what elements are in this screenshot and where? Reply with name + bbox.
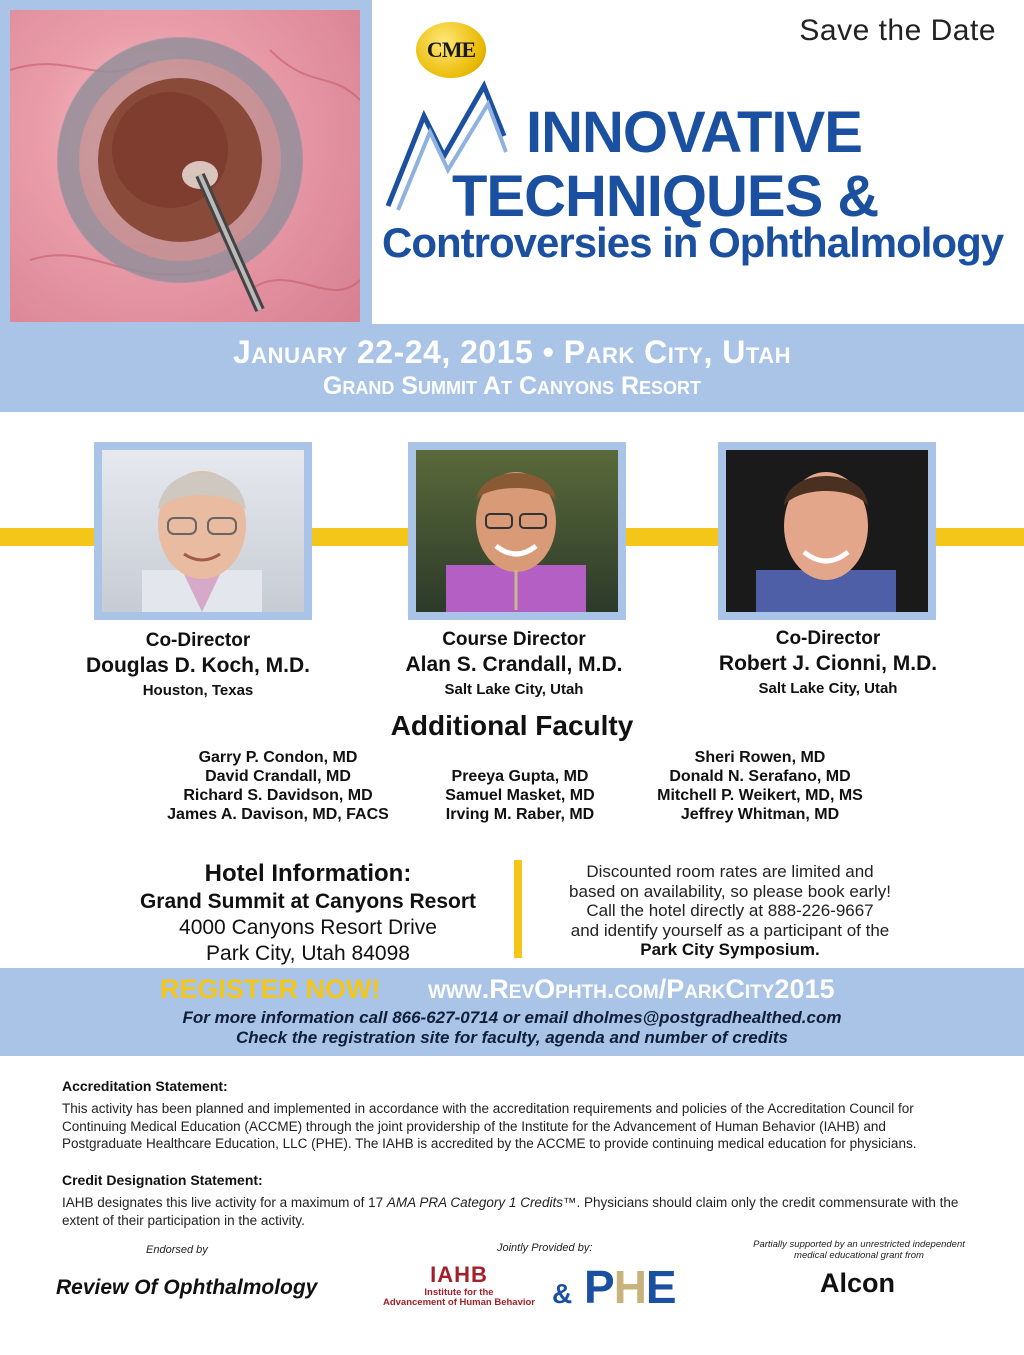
grant-line: medical educational grant from — [794, 1250, 924, 1261]
grant-line: Partially supported by an unrestricted independent — [753, 1239, 965, 1250]
endorsed-by-label: Endorsed by — [146, 1244, 208, 1256]
grant-note — [724, 1239, 994, 1261]
faculty-name: David Crandall, MD — [205, 768, 351, 785]
registration-link[interactable]: www.RevOphth.com/ParkCity2015 — [428, 974, 835, 1004]
director-photo-frame — [408, 442, 626, 620]
hotel-city: Park City, Utah 84098 — [206, 942, 410, 965]
faculty-name: Irving M. Raber, MD — [445, 806, 595, 823]
discount-line: Call the hotel directly at 888-226-9667 — [586, 901, 874, 920]
faculty-name: Sheri Rowen, MD — [694, 749, 826, 766]
hotel-street: 4000 Canyons Resort Drive — [179, 916, 437, 939]
event-date-location: January 22-24, 2015 • Park City, Utah — [233, 334, 791, 370]
save-the-date: Save the Date — [799, 14, 996, 47]
director-name: Douglas D. Koch, M.D. — [85, 654, 310, 677]
faculty-name: Preeya Gupta, MD — [451, 768, 589, 785]
director-role: Course Director — [442, 629, 586, 650]
credit-text — [62, 1194, 962, 1229]
faculty-column-3 — [610, 748, 910, 824]
iahb-logo — [374, 1262, 544, 1308]
discount-line: Discounted room rates are limited and — [586, 862, 874, 881]
accreditation-text: This activity has been planned and implemented in accordance with the accreditation requirements and policies of the Accreditation Council for Continuing Medical Education (ACCME) through the joint providership of the Institute for the Advancement of Human Behavior (IAHB) and Postgraduate Healthcare Education, LLC (PHE). The IAHB is accredited by the ACCME to provide continuing medical education for physicians. — [62, 1101, 917, 1151]
cme-badge: CME — [416, 22, 486, 78]
credit-text-after: ™. Physicians should claim only the credit commensurate with the extent of their participation in the activity. — [62, 1195, 959, 1228]
title-line-1: INNOVATIVE — [526, 100, 862, 165]
hotel-information — [138, 860, 478, 966]
hotel-divider — [514, 860, 522, 958]
faculty-name: Donald N. Serafano, MD — [669, 768, 851, 785]
director-photo-frame — [718, 442, 936, 620]
review-of-ophthalmology-logo: Review Of Ophthalmology — [56, 1276, 318, 1299]
discount-line: based on availability, so please book early! — [569, 881, 891, 901]
discount-note — [560, 862, 900, 960]
registration-note: Check the registration site for faculty, agenda and number of credits — [236, 1028, 788, 1047]
faculty-name: Richard S. Davidson, MD — [183, 787, 373, 804]
director-name: Alan S. Crandall, M.D. — [405, 653, 623, 676]
hotel-heading: Hotel Information: — [204, 860, 412, 887]
director-role: Co-Director — [775, 628, 881, 649]
hotel-name: Grand Summit at Canyons Resort — [139, 890, 477, 913]
additional-faculty-title: Additional Faculty — [390, 710, 634, 741]
director-location: Houston, Texas — [142, 682, 254, 699]
ampersand: & — [552, 1278, 573, 1309]
contact-line: For more information call 866-627-0714 or email dholmes@postgradhealthed.com — [182, 1008, 842, 1027]
faculty-name: James A. Davison, MD, FACS — [167, 806, 389, 823]
director-photo-crandall — [416, 450, 618, 612]
iahb-subtitle: Institute for the — [424, 1287, 494, 1298]
phe-logo — [584, 1260, 676, 1314]
faculty-name: Garry P. Condon, MD — [198, 749, 358, 766]
director-photo-frame — [94, 442, 312, 620]
jointly-provided-label: Jointly Provided by: — [497, 1242, 593, 1254]
director-card — [678, 628, 978, 697]
credit-text-before: IAHB designates this live activity for a maximum of 17 — [62, 1195, 387, 1210]
alcon-logo: Alcon — [820, 1268, 896, 1298]
director-photo-cionni — [726, 450, 928, 612]
faculty-name: Samuel Masket, MD — [445, 787, 595, 804]
iahb-subtitle: Advancement of Human Behavior — [382, 1297, 536, 1308]
registration-info — [0, 1008, 1024, 1048]
director-name: Robert J. Cionni, M.D. — [718, 652, 938, 675]
title-line-3: Controversies in Ophthalmology — [382, 219, 1004, 266]
director-role: Co-Director — [145, 630, 251, 651]
event-venue: Grand Summit At Canyons Resort — [322, 372, 702, 400]
symposium-name: Park City Symposium. — [640, 940, 820, 959]
faculty-name: Mitchell P. Weikert, MD, MS — [657, 787, 863, 804]
faculty-name: Jeffrey Whitman, MD — [680, 806, 840, 823]
director-location: Salt Lake City, Utah — [444, 681, 584, 698]
title-line-2: TECHNIQUES & — [452, 164, 879, 229]
accreditation-title: Accreditation Statement: — [62, 1078, 228, 1094]
director-location: Salt Lake City, Utah — [758, 680, 898, 697]
credit-title: Credit Designation Statement: — [62, 1172, 263, 1188]
director-card — [48, 630, 348, 699]
director-card — [364, 629, 664, 698]
phe-letter: P — [584, 1261, 614, 1313]
eye-surgery-photo — [10, 10, 360, 322]
credit-category: AMA PRA Category 1 Credits — [386, 1195, 563, 1210]
register-now-button[interactable]: REGISTER NOW! — [160, 974, 381, 1004]
phe-letter: H — [613, 1261, 646, 1313]
director-photo-koch — [102, 450, 304, 612]
iahb-title: IAHB — [430, 1262, 488, 1287]
phe-letter: E — [645, 1261, 676, 1313]
discount-line: and identify yourself as a participant of the — [570, 920, 890, 940]
